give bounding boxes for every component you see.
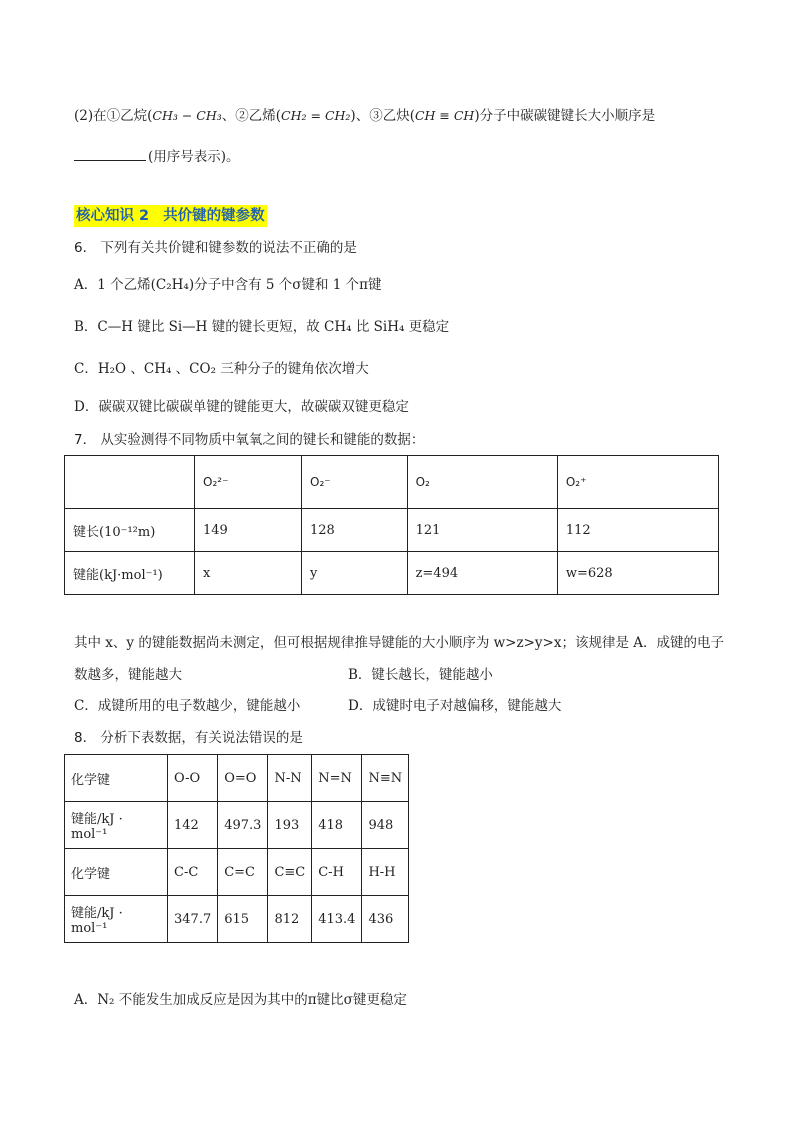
table-cell: 418 <box>312 802 362 849</box>
table-cell: 615 <box>218 896 268 943</box>
table-cell: O₂²⁻ <box>195 456 302 509</box>
table-cell: 键长(10⁻¹²m) <box>65 509 195 552</box>
section-heading <box>74 205 267 227</box>
question-6-stem: 6． 下列有关共价键和键参数的说法不正确的是 <box>74 240 357 256</box>
table-cell: 149 <box>195 509 302 552</box>
table-row <box>65 456 719 509</box>
table-cell: C=C <box>218 849 268 896</box>
section-heading-title: 共价键的键参数 <box>163 208 265 224</box>
table-cell: 121 <box>407 509 557 552</box>
formula-acetylene: CH ≡ CH <box>414 108 475 123</box>
table-cell: 化学键 <box>65 755 168 802</box>
question-7-option-b: B．键长越长，键能越小 <box>348 667 493 683</box>
table-cell: 948 <box>362 802 409 849</box>
section-heading-label: 核心知识 2 <box>76 208 150 224</box>
bond-energy-table <box>64 754 409 943</box>
table-cell: O-O <box>168 755 218 802</box>
table-cell: 化学键 <box>65 849 168 896</box>
table-cell: O=O <box>218 755 268 802</box>
table-cell: 436 <box>362 896 409 943</box>
table-cell: H-H <box>362 849 409 896</box>
table-row <box>65 552 719 595</box>
table-cell: C-H <box>312 849 362 896</box>
table-cell: 112 <box>557 509 718 552</box>
table-cell: 142 <box>168 802 218 849</box>
question-8-option-a: A．N₂ 不能发生加成反应是因为其中的π键比σ键更稳定 <box>74 992 407 1008</box>
table-row <box>65 896 409 943</box>
table-cell: y <box>302 552 408 595</box>
question-6-option-c: C．H₂O 、CH₄ 、CO₂ 三种分子的键角依次增大 <box>74 361 369 377</box>
table-cell: 413.4 <box>312 896 362 943</box>
q2-text-post: )分子中碳碳键键长大小顺序是 <box>474 108 656 124</box>
question-6-option-a: A．1 个乙烯(C₂H₄)分子中含有 5 个σ键和 1 个π键 <box>74 277 382 293</box>
question-7-option-d: D．成键时电子对越偏移，键能越大 <box>348 698 562 714</box>
question-8-stem: 8． 分析下表数据，有关说法错误的是 <box>74 730 303 746</box>
formula-ethylene: CH₂ = CH₂ <box>281 108 351 123</box>
table-cell: z=494 <box>407 552 557 595</box>
question-7-text-1: 其中 x、y 的键能数据尚未测定，但可根据规律推导键能的大小顺序为 w>z>y>x；该规律是 A．成键的电子 <box>74 635 724 651</box>
question-6-option-d: D．碳碳双键比碳碳单键的键能更大，故碳碳双键更稳定 <box>74 399 409 415</box>
table-cell: 键能(kJ·mol⁻¹) <box>65 552 195 595</box>
question-6-option-b: B．C—H 键比 Si—H 键的键长更短，故 CH₄ 比 SiH₄ 更稳定 <box>74 319 450 335</box>
table-cell: O₂⁺ <box>557 456 718 509</box>
table-cell: N-N <box>268 755 312 802</box>
table-cell: w=628 <box>557 552 718 595</box>
table-row <box>65 509 719 552</box>
question-7-text-2: 数越多，键能越大 <box>74 667 182 683</box>
q2-text-mid1: 、②乙烯( <box>221 108 282 124</box>
table-cell: 128 <box>302 509 408 552</box>
table-cell: 键能/kJ · mol⁻¹ <box>65 896 168 943</box>
table-cell: N≡N <box>362 755 409 802</box>
table-cell: x <box>195 552 302 595</box>
q2-text-mid2: )、③乙炔( <box>350 108 415 124</box>
table-cell: 497.3 <box>218 802 268 849</box>
table-cell: C-C <box>168 849 218 896</box>
table-cell: 键能/kJ · mol⁻¹ <box>65 802 168 849</box>
table-row <box>65 849 409 896</box>
table-row <box>65 755 409 802</box>
question-7-option-c: C．成键所用的电子数越少，键能越小 <box>74 698 301 714</box>
table-cell: O₂ <box>407 456 557 509</box>
question-2-line-2 <box>74 146 240 167</box>
table-cell: C≡C <box>268 849 312 896</box>
table-cell: 812 <box>268 896 312 943</box>
q2-text-pre: (2)在①乙烷( <box>74 108 153 124</box>
table-cell <box>65 456 195 509</box>
q2-answer-hint: (用序号表示)。 <box>148 149 240 165</box>
question-2-line-1 <box>74 106 655 126</box>
formula-ethane: CH₃ − CH₃ <box>152 108 222 123</box>
table-cell: 193 <box>268 802 312 849</box>
bond-data-table-oxygen <box>64 455 719 595</box>
question-7-stem: 7． 从实验测得不同物质中氧氧之间的键长和键能的数据： <box>74 432 425 448</box>
table-cell: O₂⁻ <box>302 456 408 509</box>
table-row <box>65 802 409 849</box>
answer-blank[interactable] <box>74 146 146 161</box>
table-cell: 347.7 <box>168 896 218 943</box>
table-cell: N=N <box>312 755 362 802</box>
